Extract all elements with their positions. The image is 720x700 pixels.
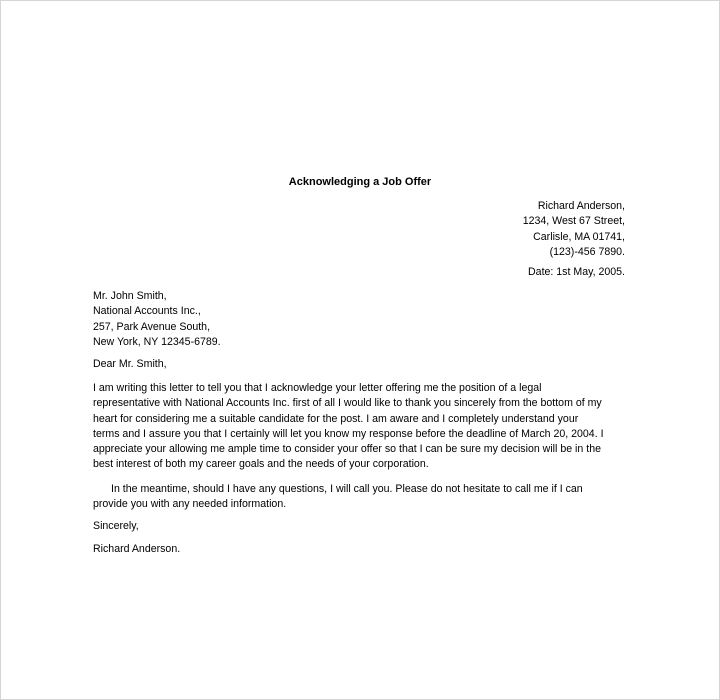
salutation: Dear Mr. Smith,	[93, 358, 167, 370]
paragraph-line: I am writing this letter to tell you that I acknowledge your letter offering me the position of a legal	[93, 382, 542, 394]
closing: Sincerely,	[93, 520, 139, 532]
paragraph-line: representative with National Accounts Inc. first of all I would like to thank you sincerely from the bottom of my	[93, 397, 602, 410]
paragraph-line: terms and I assure you that I certainly will let you know my response before the deadline of March 20, 2004. I	[93, 427, 604, 440]
paragraph-line: heart for considering me a suitable candidate for the post. I am aware and I completely understand your	[93, 412, 579, 425]
sender-city: Carlisle, MA 01741,	[533, 230, 625, 243]
recipient-city: New York, NY 12345-6789.	[93, 335, 221, 348]
recipient-street: 257, Park Avenue South,	[93, 320, 211, 333]
paragraph-line: In the meantime, should I have any questions, I will call you. Please do not hesitate to call me if I can	[111, 483, 583, 495]
sender-phone: (123)-456 7890.	[549, 245, 625, 258]
sender-street: 1234, West 67 Street,	[522, 215, 625, 228]
body-paragraph-1	[93, 381, 629, 473]
recipient-name: Mr. John Smith,	[93, 290, 167, 302]
sender-name: Richard Anderson,	[537, 200, 625, 212]
body-paragraph-2	[93, 482, 629, 513]
letter-title: Acknowledging a Job Offer	[288, 176, 432, 188]
paragraph-line: appreciate your allowing me ample time to consider your offer so that I can be sure my decision will be in the	[93, 443, 601, 456]
signature-name: Richard Anderson.	[93, 543, 181, 555]
recipient-company: National Accounts Inc.,	[93, 305, 201, 318]
recipient-address-block	[93, 289, 221, 350]
letter-date: Date: 1st May, 2005.	[528, 266, 625, 278]
paragraph-line: provide you with any needed information.	[93, 498, 287, 511]
paragraph-line: best interest of both my career goals and the needs of your corporation.	[93, 458, 429, 471]
sender-address-block	[523, 199, 625, 260]
